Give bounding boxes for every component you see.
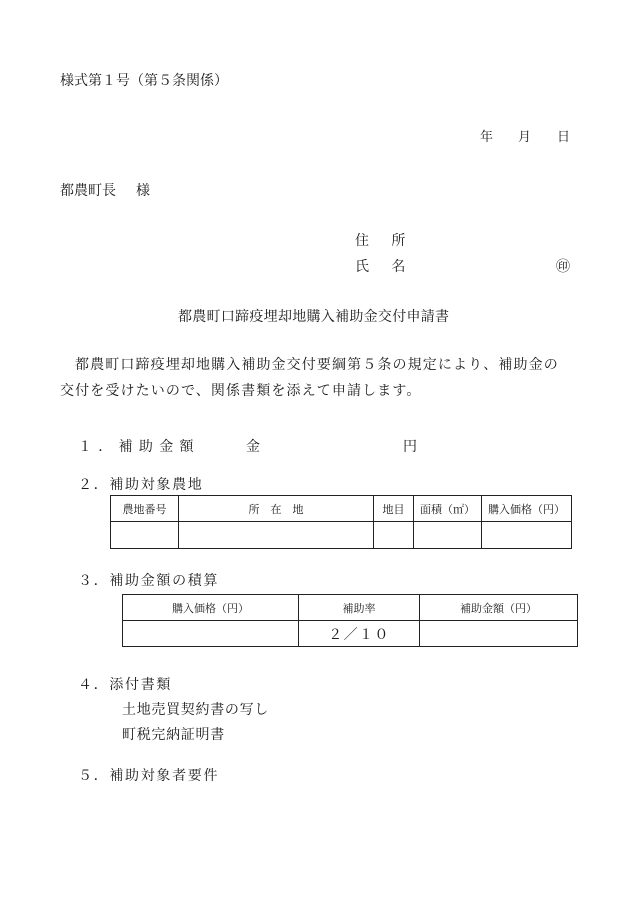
farmland-col-location: 所 在 地 (179, 496, 374, 522)
calculation-table-header-row (123, 595, 578, 621)
addressee-honorific: 様 (136, 183, 150, 199)
section-1-kin: 金 (246, 439, 260, 455)
section-1-label: １．補助金額 (78, 439, 200, 455)
farmland-col-price: 購入価格（円） (482, 496, 572, 522)
farmland-cell-price (482, 522, 572, 549)
farmland-table (110, 495, 572, 549)
calc-cell-rate: ２／１０ (299, 621, 420, 647)
farmland-col-area: 面積（㎡） (414, 496, 482, 522)
farmland-cell-number (111, 522, 179, 549)
farmland-table-row (111, 522, 572, 549)
seal-mark: ㊞ (556, 259, 570, 275)
farmland-cell-location (179, 522, 374, 549)
address-label: 住 所 (355, 233, 410, 249)
farmland-cell-category (374, 522, 414, 549)
calc-cell-amount (420, 621, 578, 647)
attachment-item: 土地売買契約書の写し (122, 702, 269, 718)
body-line-2: 交付を受けたいので、関係書類を添えて申請します。 (60, 383, 422, 399)
farmland-col-number: 農地番号 (111, 496, 179, 522)
calc-col-amount: 補助金額（円） (420, 595, 578, 621)
addressee-name: 都農町長 (60, 183, 116, 199)
section-1-yen: 円 (403, 439, 417, 455)
farmland-table-header-row (111, 496, 572, 522)
section-4-label: ４．添付書類 (78, 677, 173, 693)
form-number: 様式第１号（第５条関係） (60, 73, 228, 89)
farmland-cell-area (414, 522, 482, 549)
document-title: 都農町口蹄疫埋却地購入補助金交付申請書 (178, 309, 450, 325)
attachment-item: 町税完納証明書 (122, 727, 225, 743)
section-5-label: ５．補助対象者要件 (78, 768, 220, 784)
section-3-label: ３．補助金額の積算 (78, 573, 220, 589)
calculation-table (122, 594, 578, 647)
calc-cell-price (123, 621, 299, 647)
name-label: 氏 名 (355, 259, 410, 275)
body-line-1: 都農町口蹄疫埋却地購入補助金交付要綱第５条の規定により、補助金の (75, 357, 559, 373)
date-month: 月 (518, 130, 532, 145)
farmland-col-category: 地目 (374, 496, 414, 522)
section-2-label: ２．補助対象農地 (78, 477, 204, 493)
date-year: 年 (480, 130, 494, 145)
calculation-table-row (123, 621, 578, 647)
calc-col-price: 購入価格（円） (123, 595, 299, 621)
calc-col-rate: 補助率 (299, 595, 420, 621)
date-day: 日 (557, 130, 571, 145)
